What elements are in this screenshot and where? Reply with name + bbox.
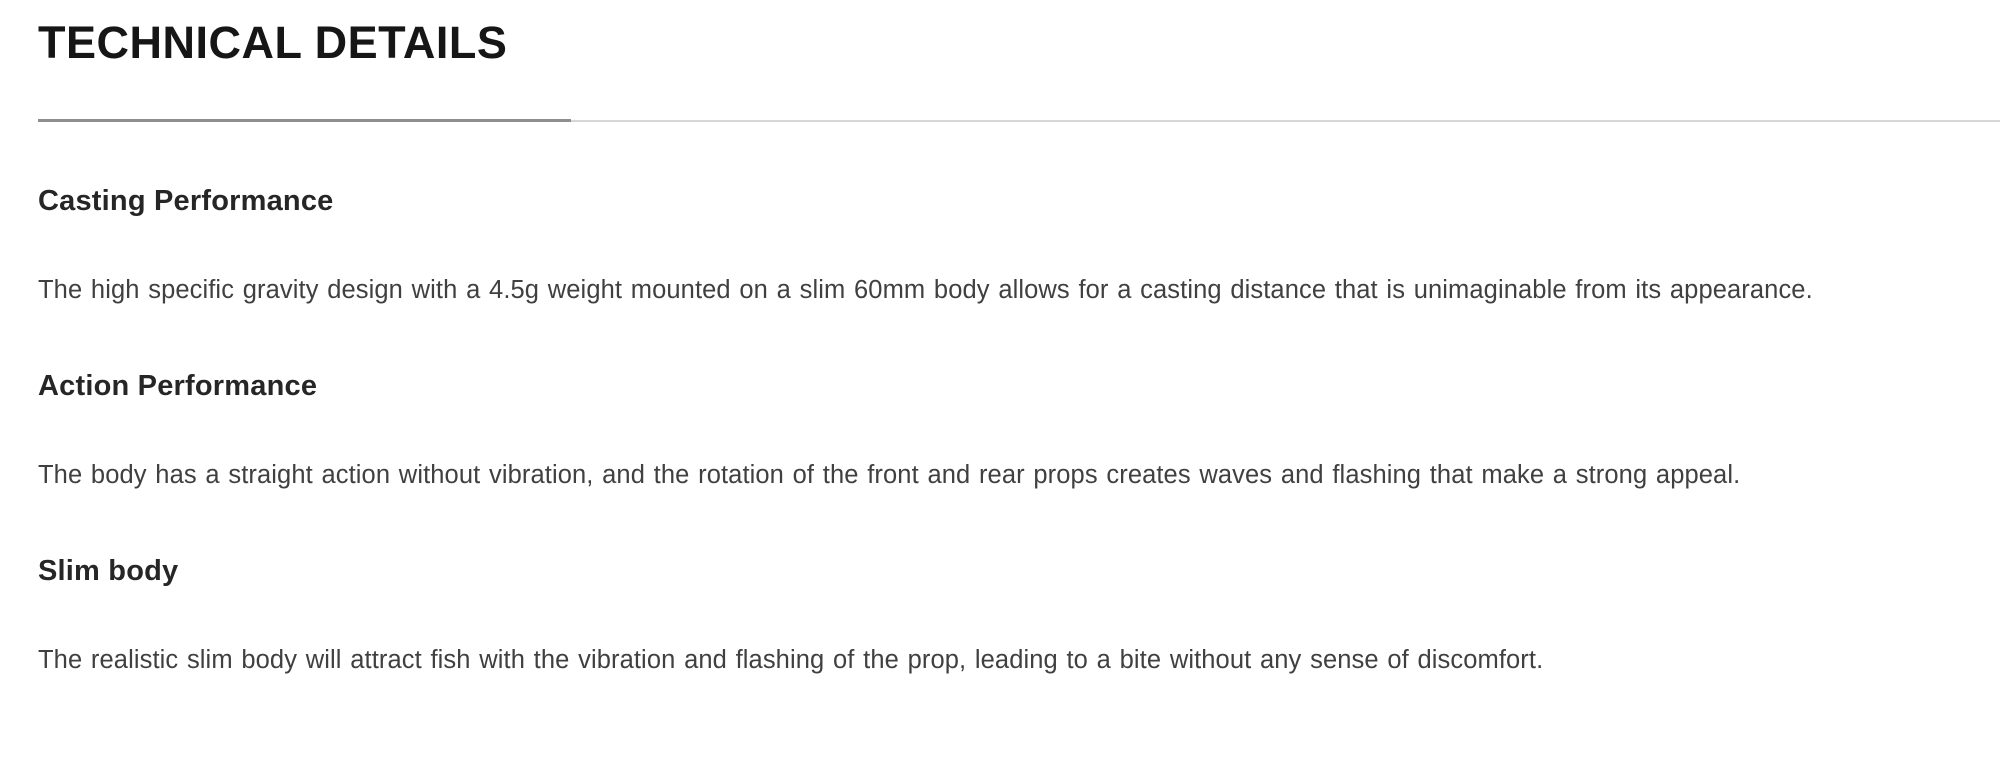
divider-dark-segment <box>38 119 571 122</box>
page-title: TECHNICAL DETAILS <box>38 17 508 68</box>
technical-details-panel <box>0 16 2000 677</box>
section-casting-performance <box>38 183 2000 307</box>
section-heading-action-performance: Action Performance <box>38 370 318 402</box>
section-divider <box>38 119 2000 122</box>
section-paragraph-slim-body: The realistic slim body will attract fish with the vibration and flashing of the prop, leading to a bite without any sense of discomfort. <box>38 646 1544 674</box>
section-action-performance <box>38 368 2000 492</box>
section-slim-body <box>38 553 2000 677</box>
section-heading-casting-performance: Casting Performance <box>38 185 334 217</box>
section-paragraph-action-performance: The body has a straight action without vibration, and the rotation of the front and rear props creates waves and flashing that make a strong appeal. <box>38 461 1741 489</box>
section-paragraph-casting-performance: The high specific gravity design with a 4.5g weight mounted on a slim 60mm body allows for a casting distance that is unimaginable from its appearance. <box>38 276 1813 304</box>
section-heading-slim-body: Slim body <box>38 555 179 587</box>
